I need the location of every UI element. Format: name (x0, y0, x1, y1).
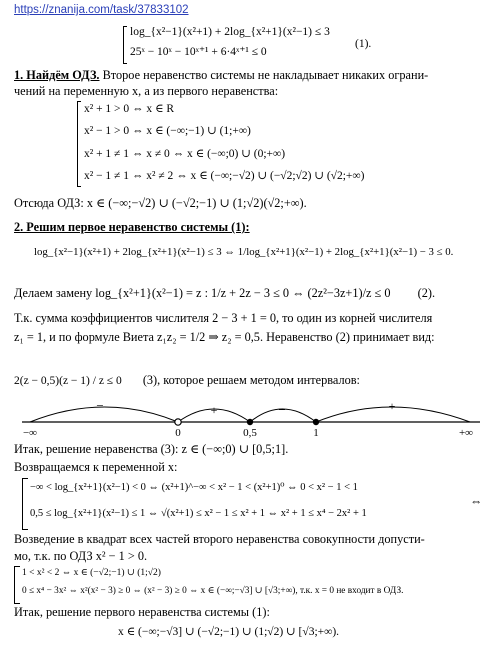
odz-result: Отсюда ОДЗ: x ∈ (−∞;−√2) ∪ (−√2;−1) ∪ (1;√2)(√2;+∞). (14, 196, 307, 210)
label-1: 1 (313, 427, 319, 439)
point-0-5 (247, 419, 253, 425)
final-answer: x ∈ (−∞;−√3] ∪ (−√2;−1) ∪ (1;√2) ∪ [√3;+∞). (118, 626, 340, 638)
source-link[interactable]: https://znanija.com/task/37833102 (14, 4, 189, 16)
squaring-line-2: мо, т.к. по ОДЗ x² − 1 > 0. (14, 549, 148, 563)
sign-3: − (278, 402, 286, 417)
odz-cond-3: x² + 1 ≠ 1 ⇔ x ≠ 0 ⇔ x ∈ (−∞;0) ∪ (0;+∞) (84, 148, 286, 160)
sign-2: + (210, 403, 218, 417)
label-pos-inf: +∞ (458, 427, 474, 439)
odz-heading: 1. Найдём ОДЗ. (14, 68, 100, 82)
solution-3: Итак, решение неравенства (3): z ∈ (−∞;0) ∪ [0,5;1]. (14, 442, 289, 456)
odz-text-1: Второе неравенство системы не накладывает никаких ограни- (102, 68, 429, 82)
squaring-line-1: Возведение в квадрат всех частей второго неравенства совокупности допусти- (14, 532, 425, 546)
result-case-2: 0 ≤ x⁴ − 3x² ⇔ x²(x² − 3) ≥ 0 ⇔ (x² − 3) ≥ 0 ⇔ x ∈ (−∞;−√3] ∪ [√3;+∞), т.к. x = 0 не входит в ОДЗ. (22, 586, 404, 596)
substitution-line (14, 286, 435, 301)
odz-brace (77, 101, 78, 187)
result-case-1: 1 < x² < 2 ⇔ x ∈ (−√2;−1) ∪ (1;√2) (22, 568, 161, 578)
ineq-3: 2(z − 0,5)(z − 1) / z ≤ 0 (14, 375, 122, 387)
sign-1: − (96, 398, 104, 413)
final-text: Итак, решение первого неравенства системы (1): (14, 605, 270, 619)
solve-eq-1: log_{x²−1}(x²+1) + 2log_{x²+1}(x²−1) ≤ 3 ⇔ 1/log_{x²+1}(x²−1) + 2log_{x²+1}(x²−1) − 3 ≤ 0. (34, 246, 454, 258)
label-neg-inf: −∞ (22, 427, 38, 439)
substitution: Делаем замену log_{x²+1}(x²−1) = z : 1/z + 2z − 3 ≤ 0 ⇔ (2z²−3z+1)/z ≤ 0 (14, 286, 391, 300)
system-ineq-1: log_{x²−1}(x²+1) + 2log_{x²+1}(x²−1) ≤ 3 (130, 26, 330, 38)
system-number: (1). (355, 38, 372, 50)
aggregate-bracket (22, 478, 28, 530)
odz-cond-2: x² − 1 > 0 ⇔ x ∈ (−∞;−1) ∪ (1;+∞) (84, 125, 251, 137)
ineq-3-text: (3), которое решаем методом интервалов: (142, 373, 360, 387)
point-1 (313, 419, 319, 425)
system-ineq-2: 25ˣ − 10ˣ − 10ˣ⁺¹ + 6·4ˣ⁺¹ ≤ 0 (130, 46, 267, 58)
solve-heading: 2. Решим первое неравенство системы (1): (14, 220, 250, 234)
odz-cond-1: x² + 1 > 0 ⇔ x ∈ R (84, 103, 175, 115)
odz-text-2: чений на переменную x, а из первого неравенства: (14, 84, 279, 98)
result-bracket (14, 566, 20, 604)
interval-number-line (0, 388, 500, 440)
return-to-x: Возвращаемся к переменной x: (14, 460, 178, 474)
aggregate-case-1: −∞ < log_{x²+1}(x²−1) < 0 ⇔ (x²+1)^−∞ < x² − 1 < (x²+1)⁰ ⇔ 0 < x² − 1 < 1 (30, 482, 358, 493)
system-brace (123, 26, 124, 64)
aggregate-case-2: 0,5 ≤ log_{x²+1}(x²−1) ≤ 1 ⇔ √(x²+1) ≤ x² − 1 ≤ x² + 1 ⇔ x² + 1 ≤ x⁴ − 2x² + 1 (30, 508, 367, 519)
vieta-line-2: z₁ = 1, и по формуле Виета z₁z₂ = 1/2 ⇒ z₂ = 0,5. Неравенство (2) принимает вид: (14, 330, 435, 344)
vieta-line-1: Т.к. сумма коэффициентов числителя 2 − 3 + 1 = 0, то один из корней числителя (14, 311, 433, 325)
arc-1 (30, 407, 178, 422)
sign-4: + (388, 399, 396, 413)
aggregate-arrow: ⇔ (470, 494, 483, 508)
label-0: 0 (175, 427, 181, 439)
label-0-5: 0,5 (243, 427, 257, 439)
substitution-number: (2). (417, 286, 436, 300)
odz-cond-4: x² − 1 ≠ 1 ⇔ x² ≠ 2 ⇔ x ∈ (−∞;−√2) ∪ (−√2;√2) ∪ (√2;+∞) (84, 170, 365, 182)
point-0 (175, 419, 181, 425)
ineq-3-line (14, 373, 360, 388)
odz-line-1 (14, 68, 428, 83)
